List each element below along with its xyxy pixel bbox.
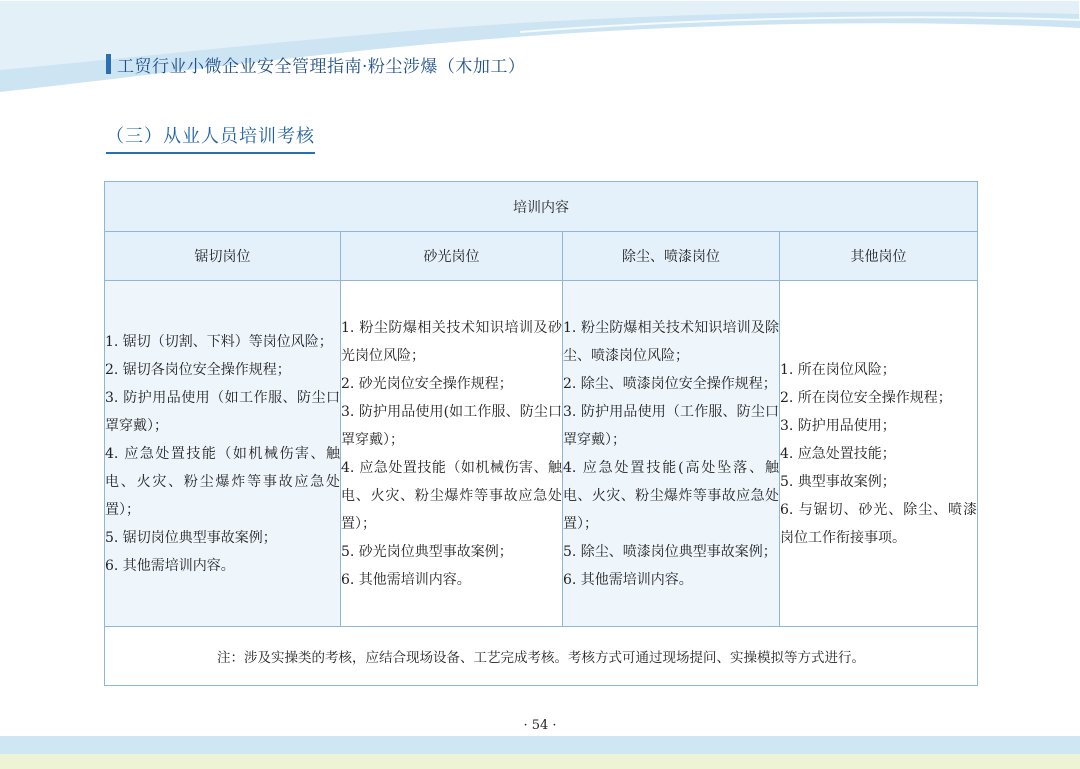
column-header-sawing: 锯切岗位 [105, 232, 341, 281]
list-item: 4. 应急处置技能； [780, 445, 896, 462]
table-caption: 培训内容 [105, 182, 978, 232]
section-title: （三）从业人员培训考核 [106, 122, 315, 154]
running-header [106, 52, 525, 76]
footer-band [0, 736, 1080, 754]
list-item: 6. 其他需培训内容。 [341, 571, 471, 588]
table-note: 注：涉及实操类的考核，应结合现场设备、工艺完成考核。考核方式可通过现场提问、实操模拟等方式进行。 [105, 627, 978, 686]
list-item: 2. 所在岗位安全操作规程； [780, 389, 952, 406]
list-item: 3. 防护用品使用(如工作服、防尘口罩穿戴）； [341, 403, 562, 448]
page-number: · 54 · [523, 718, 557, 733]
list-item: 5. 除尘、喷漆岗位典型事故案例； [563, 543, 777, 560]
list-item: 4. 应急处置技能（如机械伤害、触电、火灾、粉尘爆炸等事故应急处置）； [105, 445, 340, 518]
list-item: 1. 锯切（切割、下料）等岗位风险； [105, 333, 333, 350]
list-item: 4. 应急处置技能(高处坠落、触电、火灾、粉尘爆炸等事故应急处置）； [563, 459, 779, 532]
header-accent-bar [106, 54, 111, 74]
list-item: 6. 其他需培训内容。 [563, 571, 693, 588]
list-item: 1. 粉尘防爆相关技术知识培训及除尘、喷漆岗位风险； [563, 319, 779, 364]
column-header-dust-spray: 除尘、喷漆岗位 [563, 232, 780, 281]
column-header-sanding: 砂光岗位 [341, 232, 563, 281]
cell-sawing [105, 281, 341, 627]
footer-band-lower [0, 754, 1080, 769]
list-item: 6. 与锯切、砂光、除尘、喷漆岗位工作衔接事项。 [780, 501, 977, 546]
list-item: 5. 锯切岗位典型事故案例； [105, 529, 277, 546]
cell-dust-spray [563, 281, 780, 627]
column-header-other: 其他岗位 [780, 232, 978, 281]
list-item: 5. 砂光岗位典型事故案例； [341, 543, 513, 560]
cell-other [780, 281, 978, 627]
list-item: 2. 锯切各岗位安全操作规程； [105, 361, 291, 378]
list-item: 3. 防护用品使用（工作服、防尘口罩穿戴）； [563, 403, 779, 448]
list-item: 3. 防护用品使用（如工作服、防尘口罩穿戴）； [105, 389, 340, 434]
list-item: 6. 其他需培训内容。 [105, 557, 235, 574]
list-item: 2. 除尘、喷漆岗位安全操作规程； [563, 375, 777, 392]
list-item: 3. 防护用品使用； [780, 417, 896, 434]
list-item: 5. 典型事故案例； [780, 473, 896, 490]
list-item: 1. 粉尘防爆相关技术知识培训及砂光岗位风险； [341, 319, 562, 364]
list-item: 4. 应急处置技能（如机械伤害、触电、火灾、粉尘爆炸等事故应急处置）； [341, 459, 562, 532]
list-item: 2. 砂光岗位安全操作规程； [341, 375, 513, 392]
header-title: 工贸行业小微企业安全管理指南·粉尘涉爆（木加工） [117, 56, 526, 77]
training-table [104, 181, 978, 686]
list-item: 1. 所在岗位风险； [780, 361, 896, 378]
cell-sanding [341, 281, 563, 627]
